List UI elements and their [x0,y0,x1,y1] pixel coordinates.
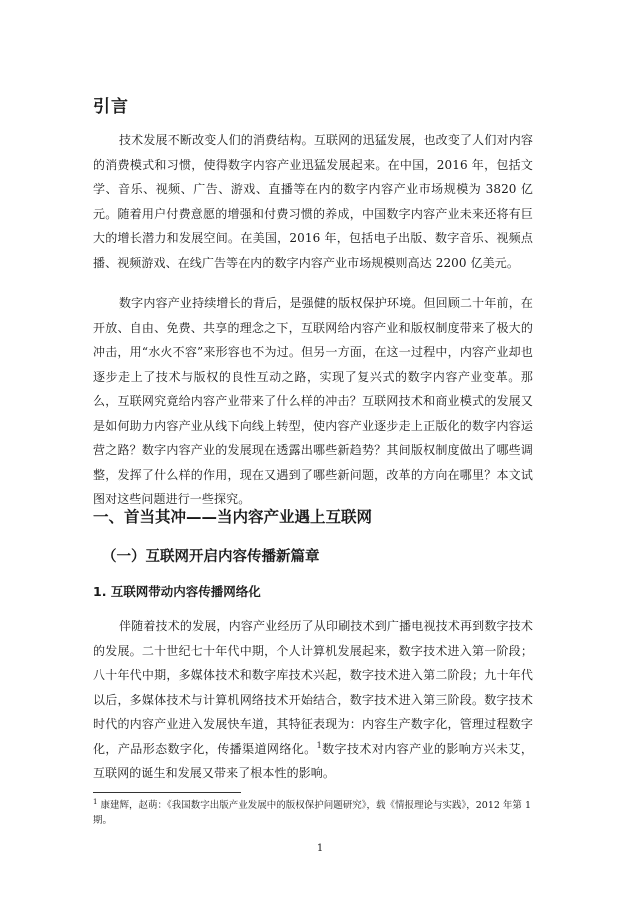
footnote-divider [93,792,241,793]
footnote-mark: 1 [93,797,98,806]
footnote-1 [93,798,533,828]
intro-paragraph-2: 数字内容产业持续增长的背后，是强健的版权保护环境。但回顾二十年前，在开放、自由、免费、共享的理念之下，互联网给内容产业和版权制度带来了极大的冲击，用“水火不容”来形容也不为过。但另一方面，在这一过程中，内容产业却也逐步走上了技术与版权的良性互动之路，实现了复兴式的数字内容产业变革。那么，互联网究竟给内容产业带来了什么样的冲击？互联网技术和商业模式的发展又是如何助力内容产业从线下向线上转型，使内容产业逐步走上正版化的数字内容运营之路？数字内容产业的发展现在透露出哪些新趋势？其间版权制度做出了哪些调整，发挥了什么样的作用，现在又遇到了哪些新问题，改革的方向在哪里？本文试图对这些问题进行一些探究。 [93,296,533,506]
heading-introduction: 引言 [93,97,129,117]
section-paragraph-1-text-b: 数字技术对内容产业的影响方兴未艾，互联网的诞生和发展又带来了根本性的影响。 [93,741,533,780]
intro-paragraph-1: 技术发展不断改变人们的消费结构。互联网的迅猛发展，也改变了人们对内容的消费模式和习惯，使得数字内容产业迅猛发展起来。在中国，2016 年，包括文学、音乐、视频、广告、游戏、直播等在内的数字内容产业市场规模为 3820 亿元。随着用户付费意愿的增强和付费习惯的养成，中国数字内容产业未来还将有巨大的增长潜力和发展空间。在美国，2016 年，包括电子出版、数字音乐、视频点播、视频游戏、在线广告等在内的数字内容产业市场规模则高达 2200 亿美元。 [93,133,533,270]
footnote-reference-1[interactable]: 1 [316,740,322,750]
section-paragraph-1-text-a: 伴随着技术的发展，内容产业经历了从印刷技术到广播电视技术再到数字技术的发展。二十世纪七十年代中期，个人计算机发展起来，数字技术进入第一阶段；八十年代中期，多媒体技术和数字库技术兴起，数字技术进入第二阶段；九十年代以后，多媒体技术与计算机网络技术开始结合，数字技术进入第三阶段。数字技术时代的内容产业进入发展快车道，其特征表现为：内容生产数字化，管理过程数字化，产品形态数字化，传播渠道网络化。 [93,619,533,756]
section-paragraph-1 [93,614,533,786]
footnote-text: 康建辉，赵萌：《我国数字出版产业发展中的版权保护问题研究》，载《情报理论与实践》，2012 年第 1 期。 [93,800,532,826]
subsubsection-1-heading: 1. 互联网带动内容传播网络化 [93,584,261,599]
page-number: 1 [316,843,324,854]
subsection-1-heading: （一）互联网开启内容传播新篇章 [102,549,320,565]
section-1-heading: 一、首当其冲——当内容产业遇上互联网 [93,508,373,526]
